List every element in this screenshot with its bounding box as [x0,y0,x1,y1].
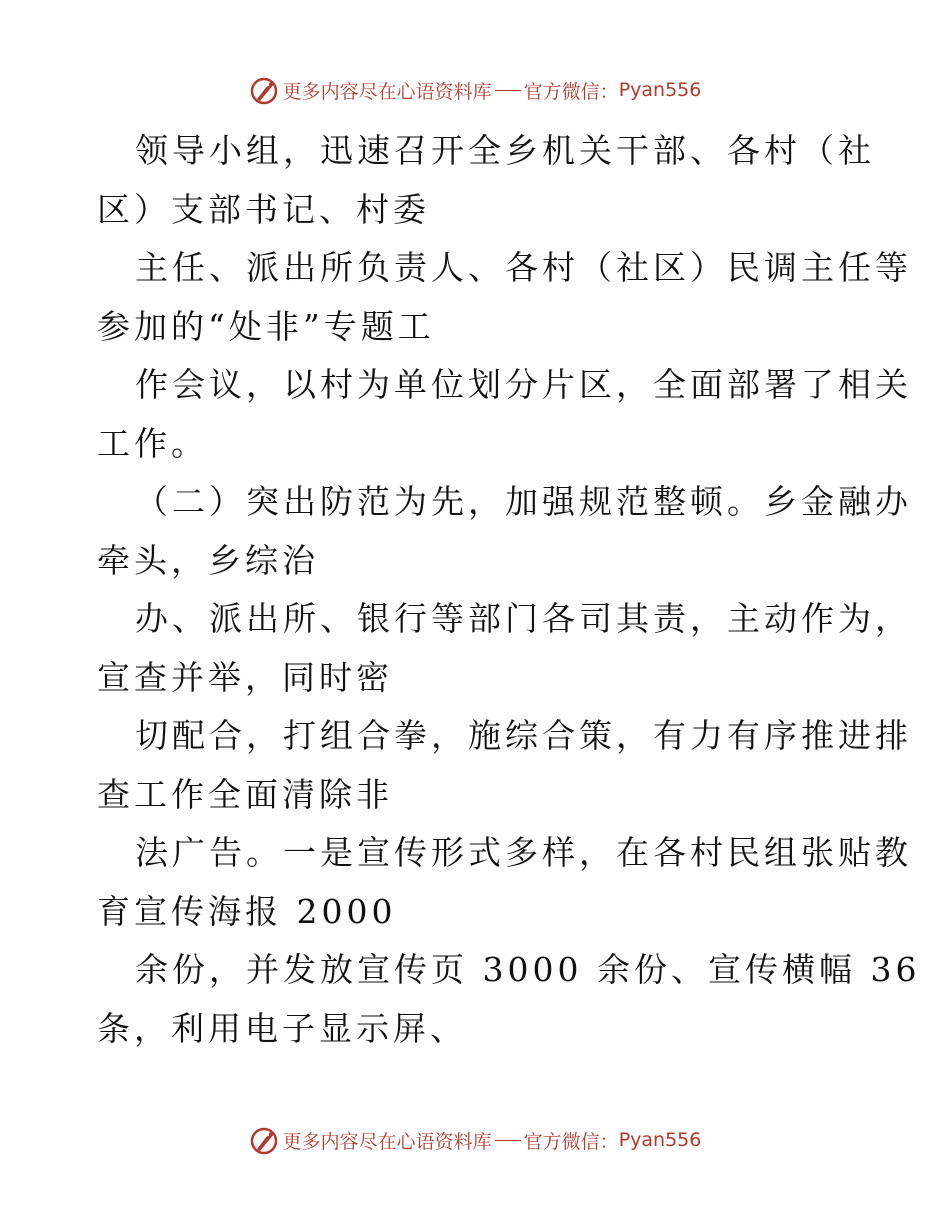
text-line: 牵头，乡综治 [97,540,319,580]
text-line: 宣查并举，同时密 [97,657,393,697]
footer-banner [0,1120,950,1160]
banner-divider [495,1140,521,1141]
text-line: 区）支部书记、村委 [97,189,430,229]
banner-wechat-id: Pyan556 [618,79,702,101]
text-line: 育宣传海报 2000 [97,891,397,931]
banner-wechat-id: Pyan556 [618,1129,702,1151]
text-line: 办、派出所、银行等部门各司其责，主动作为， [135,599,912,638]
banner-site-name: 更多内容尽在心语资料库 [282,1130,492,1153]
text-line: 切配合，打组合拳，施综合策，有力有序推进排 [135,716,912,755]
text-line: 主任、派出所负责人、各村（社区）民调主任等 [135,248,912,287]
document-body [97,122,921,1058]
quill-pen-logo-icon [249,1125,279,1155]
text-line: 工作。 [97,423,208,463]
banner-wechat-label: 官方微信： [523,80,619,103]
header-banner [0,70,950,110]
banner-site-name: 更多内容尽在心语资料库 [282,80,492,103]
text-line: 参加的“处非”专题工 [97,306,435,346]
text-line: （二）突出防范为先，加强规范整顿。乡金融办 [135,482,912,521]
banner-divider [495,90,521,91]
quill-pen-logo-icon [249,75,279,105]
text-line: 条，利用电子显示屏、 [97,1008,467,1048]
text-line: 法广告。一是宣传形式多样，在各村民组张贴教 [135,833,912,872]
banner-wechat-label: 官方微信： [523,1130,619,1153]
text-line: 查工作全面清除非 [97,774,393,814]
text-line: 余份，并发放宣传页 3000 余份、宣传横幅 36 [135,950,921,989]
text-line: 作会议，以村为单位划分片区，全面部署了相关 [135,365,912,404]
text-line: 领导小组，迅速召开全乡机关干部、各村（社 [135,131,875,170]
